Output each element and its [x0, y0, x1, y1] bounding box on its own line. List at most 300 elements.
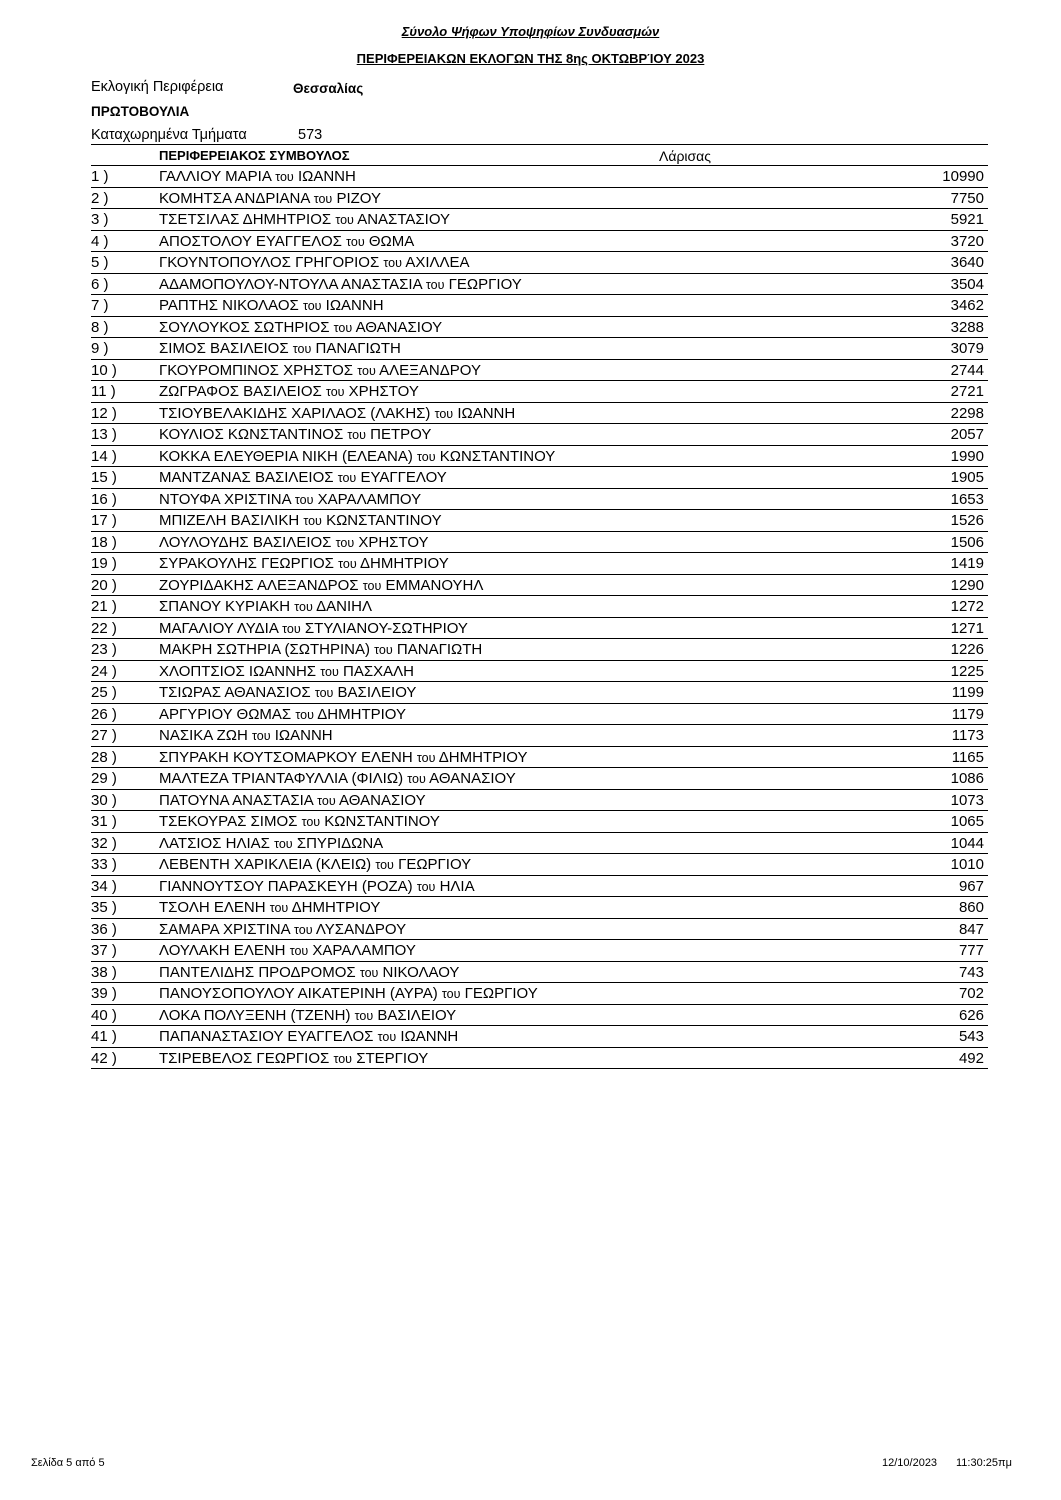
candidate-votes: 5921 [950, 211, 984, 228]
candidate-name [159, 899, 380, 916]
candidate-surname: ΛΑΤΣΙΟΣ ΗΛΙΑΣ [159, 834, 270, 852]
candidate-name [159, 598, 372, 615]
candidate-name [159, 276, 522, 293]
table-row [91, 682, 988, 704]
candidate-father-name: ΚΩΝΣΤΑΝΤΙΝΟΥ [326, 512, 442, 529]
candidate-name [159, 555, 449, 572]
candidate-votes: 1199 [951, 684, 984, 701]
candidate-votes: 3504 [950, 275, 984, 293]
page-number: Σελίδα 5 από 5 [31, 1457, 105, 1469]
row-number: 41 ) [91, 1028, 117, 1045]
table-row [91, 1005, 988, 1027]
row-number: 29 ) [91, 770, 117, 787]
candidate-name [159, 340, 401, 357]
candidate-surname: ΓΙΑΝΝΟΥΤΣΟΥ ΠΑΡΑΣΚΕΥΗ (ΡΟΖΑ) [159, 877, 413, 895]
table-header [91, 146, 988, 166]
candidate-surname: ΣΟΥΛΟΥΚΟΣ ΣΩΤΗΡΙΟΣ [159, 318, 330, 336]
candidate-votes: 1272 [950, 598, 984, 615]
name-connector: του [417, 449, 436, 464]
row-number: 9 ) [91, 340, 109, 357]
candidate-surname: ΣΠΑΝΟΥ ΚΥΡΙΑΚΗ [159, 598, 291, 615]
candidate-father-name: ΙΩΑΝΝΗ [457, 404, 516, 422]
candidate-votes: 967 [958, 877, 984, 895]
candidate-name [159, 426, 431, 443]
candidate-column-header: ΠΕΡΙΦΕΡΕΙΑΚΟΣ ΣΥΜΒΟΥΛΟΣ [159, 148, 350, 163]
row-number: 39 ) [91, 985, 117, 1002]
candidate-surname: ΖΟΥΡΙΔΑΚΗΣ ΑΛΕΞΑΝΔΡΟΣ [159, 576, 359, 594]
candidate-father-name: ΣΠΥΡΙΔΩΝΑ [296, 834, 384, 852]
table-row [91, 833, 988, 855]
candidate-father-name: ΔΗΜΗΤΡΙΟΥ [438, 748, 528, 766]
candidate-father-name: ΔΗΜΗΤΡΙΟΥ [291, 899, 381, 916]
name-connector: του [407, 772, 426, 786]
row-number: 10 ) [91, 361, 117, 379]
candidate-votes: 3720 [950, 232, 984, 250]
candidates-table [91, 166, 988, 1069]
row-number: 18 ) [91, 533, 117, 551]
candidate-name [159, 985, 538, 1002]
candidate-name [159, 1007, 456, 1024]
print-time: 11:30:25πμ [956, 1457, 1012, 1469]
candidate-surname: ΛΟΥΛΑΚΗ ΕΛΕΝΗ [159, 942, 286, 959]
name-connector: του [333, 320, 353, 335]
candidate-surname: ΓΚΟΥΝΤΟΠΟΥΛΟΣ ΓΡΗΓΟΡΙΟΣ [159, 254, 380, 271]
candidate-father-name: ΧΑΡΑΛΑΜΠΟΥ [312, 942, 416, 959]
candidate-name [159, 641, 482, 658]
candidate-surname: ΖΩΓΡΑΦΟΣ ΒΑΣΙΛΕΙΟΣ [159, 383, 322, 400]
candidate-name [159, 254, 470, 271]
candidate-father-name: ΕΜΜΑΝΟΥΗΛ [385, 576, 484, 594]
candidate-name [159, 964, 459, 981]
row-number: 16 ) [91, 490, 117, 508]
candidate-votes: 10990 [942, 168, 984, 185]
candidate-father-name: ΓΕΩΡΓΙΟΥ [448, 275, 522, 293]
candidate-votes: 3462 [950, 297, 984, 314]
row-number: 40 ) [91, 1006, 117, 1024]
sections-label: Καταχωρημένα Τμήματα [91, 127, 247, 143]
candidate-votes: 1065 [950, 813, 984, 830]
row-number: 42 ) [91, 1049, 117, 1067]
name-connector: του [252, 729, 271, 743]
name-connector: του [292, 342, 312, 356]
row-number: 38 ) [91, 963, 117, 981]
candidate-name [159, 835, 383, 852]
candidate-father-name: ΣΤΥΛΙΑΝΟΥ-ΣΩΤΗΡΙΟΥ [304, 619, 468, 637]
row-number: 22 ) [91, 619, 117, 637]
candidate-surname: ΡΑΠΤΗΣ ΝΙΚΟΛΑΟΣ [159, 297, 299, 314]
row-number: 23 ) [91, 641, 117, 658]
candidate-votes: 1225 [950, 662, 984, 680]
table-row [91, 725, 988, 747]
candidate-name [159, 297, 384, 314]
candidate-father-name: ΠΑΝΑΓΙΩΤΗ [315, 340, 401, 357]
candidate-father-name: ΒΑΣΙΛΕΙΟΥ [377, 1006, 457, 1024]
candidate-surname: ΣΥΡΑΚΟΥΛΗΣ ΓΕΩΡΓΙΟΣ [159, 555, 334, 572]
name-connector: του [333, 1051, 353, 1066]
candidate-votes: 702 [958, 985, 984, 1002]
candidate-name [159, 921, 406, 938]
candidate-father-name: ΗΛΙΑ [439, 877, 475, 895]
candidate-name [159, 383, 419, 400]
candidate-votes: 626 [958, 1006, 984, 1024]
table-row [91, 338, 988, 360]
row-number: 6 ) [91, 275, 109, 293]
candidate-votes: 1226 [950, 641, 984, 658]
name-connector: του [274, 836, 293, 851]
candidate-surname: ΤΣΕΤΣΙΛΑΣ ΔΗΜΗΤΡΙΟΣ [159, 211, 332, 228]
candidate-surname: ΧΛΟΠΤΣΙΟΣ ΙΩΑΝΝΗΣ [159, 662, 317, 680]
candidate-surname: ΣΠΥΡΑΚΗ ΚΟΥΤΣΟΜΑΡΚΟΥ ΕΛΕΝΗ [159, 748, 413, 766]
candidate-surname: ΠΑΝΤΕΛΙΔΗΣ ΠΡΟΔΡΟΜΟΣ [159, 963, 356, 981]
candidate-name [159, 1050, 428, 1067]
name-connector: του [416, 879, 436, 894]
table-row [91, 596, 988, 618]
candidate-father-name: ΔΗΜΗΤΡΙΟΥ [317, 705, 406, 723]
candidate-father-name: ΧΑΡΑΛΑΜΠΟΥ [317, 490, 422, 508]
name-connector: του [347, 428, 366, 442]
candidate-votes: 1173 [951, 727, 984, 744]
name-connector: του [294, 492, 314, 507]
row-number: 8 ) [91, 318, 109, 336]
candidate-surname: ΝΤΟΥΦΑ ΧΡΙΣΤΙΝΑ [159, 490, 291, 508]
row-number: 2 ) [91, 189, 109, 207]
name-connector: του [338, 557, 357, 571]
name-connector: του [354, 1008, 374, 1023]
candidate-surname: ΠΑΤΟΥΝΑ ΑΝΑΣΤΑΣΙΑ [159, 791, 313, 809]
candidate-surname: ΜΑΚΡΗ ΣΩΤΗΡΙΑ (ΣΩΤΗΡΙΝΑ) [159, 641, 370, 658]
candidate-surname: ΣΙΜΟΣ ΒΑΣΙΛΕΙΟΣ [159, 340, 289, 357]
region-value: Θεσσαλίας [293, 81, 364, 96]
candidate-name [159, 1028, 458, 1045]
name-connector: του [314, 686, 334, 700]
candidate-votes: 2298 [950, 404, 984, 422]
candidate-name [159, 663, 414, 680]
table-row [91, 553, 988, 575]
name-connector: του [383, 256, 402, 270]
name-connector: του [289, 944, 309, 958]
row-number: 19 ) [91, 555, 117, 572]
candidate-name [159, 749, 527, 766]
candidate-father-name: ΠΕΤΡΟΥ [370, 426, 432, 443]
candidate-votes: 1290 [950, 576, 984, 594]
row-number: 3 ) [91, 211, 109, 228]
name-connector: του [269, 901, 289, 915]
candidate-votes: 1653 [950, 490, 984, 508]
row-number: 31 ) [91, 813, 117, 830]
candidate-father-name: ΙΩΑΝΝΗ [297, 168, 356, 185]
table-top-rule [91, 144, 988, 145]
candidate-votes: 1044 [950, 834, 984, 852]
name-connector: του [425, 277, 445, 292]
candidate-votes: 1271 [950, 619, 984, 637]
candidate-votes: 743 [958, 963, 984, 981]
table-row [91, 639, 988, 661]
candidate-father-name: ΑΘΑΝΑΣΙΟΥ [429, 770, 516, 787]
candidate-votes: 1086 [950, 770, 984, 787]
candidate-surname: ΤΣΙΡΕΒΕΛΟΣ ΓΕΩΡΓΙΟΣ [159, 1049, 330, 1067]
row-number: 25 ) [91, 684, 117, 701]
name-connector: του [282, 621, 301, 636]
candidate-surname: ΑΡΓΥΡΙΟΥ ΘΩΜΑΣ [159, 705, 292, 723]
name-connector: του [346, 234, 365, 249]
candidate-father-name: ΝΙΚΟΛΑΟΥ [382, 963, 460, 981]
name-connector: του [325, 385, 345, 399]
candidate-father-name: ΓΕΩΡΓΙΟΥ [398, 856, 472, 873]
candidate-name [159, 448, 555, 465]
candidate-father-name: ΠΑΝΑΓΙΩΤΗ [396, 641, 483, 658]
table-row [91, 575, 988, 597]
candidate-father-name: ΣΤΕΡΓΙΟΥ [356, 1049, 429, 1067]
name-connector: του [313, 191, 333, 206]
candidate-name [159, 706, 406, 723]
candidate-surname: ΤΣΙΟΥΒΕΛΑΚΙΔΗΣ ΧΑΡΙΛΑΟΣ (ΛΑΚΗΣ) [159, 404, 431, 422]
candidate-father-name: ΔΑΝΙΗΛ [316, 598, 373, 615]
table-row [91, 252, 988, 274]
table-row [91, 188, 988, 210]
candidate-votes: 2057 [950, 426, 984, 443]
row-number: 11 ) [91, 383, 116, 400]
row-number: 28 ) [91, 748, 117, 766]
candidate-father-name: ΙΩΑΝΝΗ [325, 297, 384, 314]
name-connector: του [362, 578, 382, 593]
table-row [91, 489, 988, 511]
candidate-name [159, 770, 516, 787]
name-connector: του [374, 643, 393, 657]
table-row [91, 940, 988, 962]
candidate-votes: 1073 [950, 791, 984, 809]
candidate-votes: 1990 [950, 447, 984, 465]
name-connector: του [357, 363, 376, 378]
print-date: 12/10/2023 [882, 1457, 938, 1469]
name-connector: του [294, 600, 313, 614]
table-row [91, 876, 988, 898]
name-connector: του [302, 299, 322, 313]
candidate-votes: 777 [958, 942, 984, 959]
candidate-surname: ΑΔΑΜΟΠΟΥΛΟΥ-ΝΤΟΥΛΑ ΑΝΑΣΤΑΣΙΑ [159, 275, 422, 293]
name-connector: του [416, 750, 436, 765]
candidate-surname: ΜΑΝΤΖΑΝΑΣ ΒΑΣΙΛΕΙΟΣ [159, 469, 334, 486]
candidate-surname: ΣΑΜΑΡΑ ΧΡΙΣΤΙΝΑ [159, 920, 290, 938]
party-name: ΠΡΩΤΟΒΟΥΛΙΑ [91, 104, 190, 119]
candidate-name [159, 491, 421, 508]
table-row [91, 768, 988, 790]
table-row [91, 1026, 988, 1048]
table-row [91, 381, 988, 403]
candidate-surname: ΠΑΠΑΝΑΣΤΑΣΙΟΥ ΕΥΑΓΓΕΛΟΣ [159, 1028, 374, 1045]
candidate-surname: ΑΠΟΣΤΟΛΟΥ ΕΥΑΓΓΕΛΟΣ [159, 232, 342, 250]
name-connector: του [320, 664, 339, 679]
row-number: 37 ) [91, 942, 117, 959]
candidate-votes: 3640 [950, 254, 984, 271]
row-number: 7 ) [91, 297, 109, 314]
name-connector: του [337, 471, 357, 485]
candidate-votes: 1179 [951, 705, 984, 723]
candidate-name [159, 856, 471, 873]
table-row [91, 897, 988, 919]
candidate-father-name: ΑΘΑΝΑΣΙΟΥ [355, 318, 443, 336]
candidate-father-name: ΘΩΜΑ [368, 232, 415, 250]
candidate-votes: 1905 [950, 469, 984, 486]
table-row [91, 403, 988, 425]
table-row [91, 231, 988, 253]
candidate-votes: 492 [958, 1049, 984, 1067]
candidate-father-name: ΔΗΜΗΤΡΙΟΥ [360, 555, 449, 572]
name-connector: του [359, 965, 379, 980]
document-title: Σύνολο Ψήφων Υποψηφίων Συνδυασμών [401, 24, 660, 39]
candidate-name [159, 362, 481, 379]
table-row [91, 790, 988, 812]
table-row [91, 209, 988, 231]
candidate-surname: ΤΣΕΚΟΥΡΑΣ ΣΙΜΟΣ [159, 813, 298, 830]
row-number: 20 ) [91, 576, 117, 594]
candidate-votes: 1010 [950, 856, 984, 873]
candidate-father-name: ΚΩΝΣΤΑΝΤΙΝΟΥ [324, 813, 440, 830]
table-row [91, 166, 988, 188]
candidate-name [159, 534, 429, 551]
candidate-votes: 7750 [950, 189, 984, 207]
candidate-votes: 2744 [950, 361, 984, 379]
name-connector: του [303, 514, 322, 528]
candidate-name [159, 684, 416, 701]
row-number: 15 ) [91, 469, 117, 486]
candidate-father-name: ΑΛΕΞΑΝΔΡΟΥ [379, 361, 481, 379]
candidate-father-name: ΧΡΗΣΤΟΥ [358, 533, 429, 551]
candidate-votes: 860 [958, 899, 984, 916]
name-connector: του [275, 170, 294, 184]
candidate-father-name: ΧΡΗΣΤΟΥ [348, 383, 419, 400]
row-number: 21 ) [91, 598, 117, 615]
candidate-surname: ΚΟΜΗΤΣΑ ΑΝΔΡΙΑΝΑ [159, 189, 310, 207]
table-row [91, 295, 988, 317]
sections-value: 573 [298, 127, 323, 143]
candidate-father-name: ΒΑΣΙΛΕΙΟΥ [337, 684, 417, 701]
region-column-header: Λάρισας [659, 148, 712, 164]
row-number: 34 ) [91, 877, 117, 895]
table-row [91, 811, 988, 833]
table-row [91, 1048, 988, 1070]
row-number: 26 ) [91, 705, 117, 723]
candidate-father-name: ΙΩΑΝΝΗ [400, 1028, 459, 1045]
table-row [91, 532, 988, 554]
row-number: 5 ) [91, 254, 109, 271]
candidate-name [159, 512, 442, 529]
candidate-name [159, 469, 447, 486]
candidate-surname: ΚΟΚΚΑ ΕΛΕΥΘΕΡΙΑ ΝΙΚΗ (ΕΛΕΑΝΑ) [159, 447, 413, 465]
name-connector: του [441, 987, 461, 1001]
table-row [91, 661, 988, 683]
candidate-name [159, 233, 414, 250]
row-number: 24 ) [91, 662, 117, 680]
candidate-votes: 543 [958, 1028, 984, 1045]
candidate-name [159, 211, 450, 228]
candidate-father-name: ΡΙΖΟΥ [336, 189, 381, 207]
candidate-name [159, 878, 475, 895]
name-connector: του [335, 213, 354, 227]
candidate-surname: ΛΟΚΑ ΠΟΛΥΞΕΝΗ (ΤΖΕΝΗ) [159, 1006, 351, 1024]
candidate-name [159, 727, 333, 744]
name-connector: του [293, 922, 313, 937]
row-number: 33 ) [91, 856, 117, 873]
candidate-surname: ΓΚΟΥΡΟΜΠΙΝΟΣ ΧΡΗΣΤΟΣ [159, 361, 354, 379]
row-number: 14 ) [91, 447, 117, 465]
row-number: 17 ) [91, 512, 117, 529]
candidate-name [159, 405, 515, 422]
candidate-name [159, 190, 381, 207]
candidate-surname: ΜΑΛΤΕΖΑ ΤΡΙΑΝΤΑΦΥΛΛΙΑ (ΦΙΛΙΩ) [159, 770, 404, 787]
candidate-father-name: ΚΩΝΣΤΑΝΤΙΝΟΥ [439, 447, 556, 465]
row-number: 36 ) [91, 920, 117, 938]
candidate-surname: ΠΑΝΟΥΣΟΠΟΥΛΟΥ ΑΙΚΑΤΕΡΙΝΗ (ΑΥΡΑ) [159, 985, 438, 1002]
candidate-votes: 3288 [950, 318, 984, 336]
document-subtitle: ΠΕΡΙΦΕΡΕΙΑΚΩΝ ΕΚΛΟΓΩΝ ΤΗΣ 8ης ΟΚΤΩΒΡΊΟΥ 2023 [356, 51, 705, 66]
table-row [91, 317, 988, 339]
table-row [91, 704, 988, 726]
candidate-surname: ΓΑΛΛΙΟΥ ΜΑΡΙΑ [159, 168, 272, 185]
candidate-votes: 1165 [951, 748, 984, 766]
name-connector: του [375, 858, 394, 872]
table-row [91, 919, 988, 941]
row-number: 4 ) [91, 232, 109, 250]
row-number: 27 ) [91, 727, 117, 744]
row-number: 32 ) [91, 834, 117, 852]
row-number: 12 ) [91, 404, 117, 422]
name-connector: του [301, 815, 321, 829]
candidate-surname: ΜΑΓΑΛΙΟΥ ΛΥΔΙΑ [159, 619, 278, 637]
candidate-surname: ΤΣΙΩΡΑΣ ΑΘΑΝΑΣΙΟΣ [159, 684, 311, 701]
candidate-father-name: ΙΩΑΝΝΗ [274, 727, 333, 744]
table-row [91, 360, 988, 382]
candidate-name [159, 792, 426, 809]
candidate-votes: 3079 [950, 340, 984, 357]
candidate-votes: 847 [958, 920, 984, 938]
table-row [91, 446, 988, 468]
row-number: 13 ) [91, 426, 117, 443]
row-number: 1 ) [91, 168, 109, 185]
candidate-surname: ΜΠΙΖΕΛΗ ΒΑΣΙΛΙΚΗ [159, 512, 300, 529]
candidate-father-name: ΑΘΑΝΑΣΙΟΥ [339, 791, 426, 809]
name-connector: του [335, 535, 355, 550]
table-row [91, 983, 988, 1005]
candidate-name [159, 319, 442, 336]
row-number: 35 ) [91, 899, 117, 916]
table-row [91, 618, 988, 640]
candidate-surname: ΚΟΥΛΙΟΣ ΚΩΝΣΤΑΝΤΙΝΟΣ [159, 426, 344, 443]
table-row [91, 854, 988, 876]
table-row [91, 424, 988, 446]
table-row [91, 467, 988, 489]
candidate-name [159, 620, 468, 637]
candidate-surname: ΝΑΣΙΚΑ ΖΩΗ [159, 727, 248, 744]
candidate-father-name: ΠΑΣΧΑΛΗ [342, 662, 414, 680]
name-connector: του [434, 406, 454, 421]
candidate-name [159, 813, 440, 830]
candidate-surname: ΤΣΟΛΗ ΕΛΕΝΗ [159, 899, 266, 916]
candidate-surname: ΛΟΥΛΟΥΔΗΣ ΒΑΣΙΛΕΙΟΣ [159, 533, 332, 551]
candidate-father-name: ΕΥΑΓΓΕΛΟΥ [360, 469, 447, 486]
table-row [91, 747, 988, 769]
candidate-father-name: ΛΥΣΑΝΔΡΟΥ [315, 920, 407, 938]
table-row [91, 510, 988, 532]
name-connector: του [377, 1030, 397, 1044]
candidate-name [159, 168, 356, 185]
candidate-name [159, 577, 483, 594]
region-label: Εκλογική Περιφέρεια [91, 79, 224, 95]
candidate-father-name: ΓΕΩΡΓΙΟΥ [464, 985, 538, 1002]
candidate-father-name: ΑΧΙΛΛΕΑ [405, 254, 470, 271]
candidate-name [159, 942, 416, 959]
name-connector: του [295, 707, 314, 722]
candidate-votes: 1419 [950, 555, 984, 572]
